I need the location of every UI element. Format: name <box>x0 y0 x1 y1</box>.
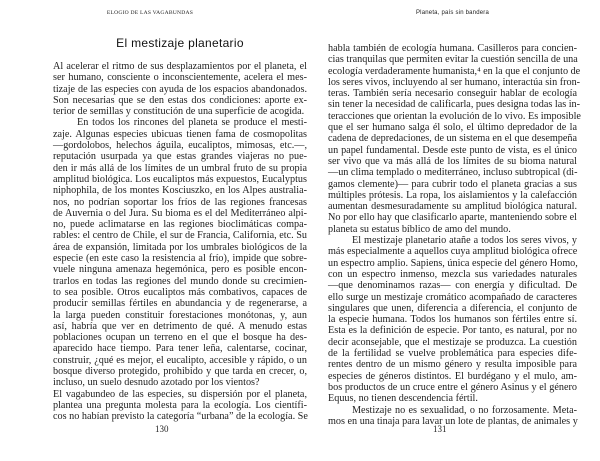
text-line: un papel fundamental. Desde este punto de vista, es el único <box>328 144 577 156</box>
chapter-title: El mestizaje planetario <box>116 36 244 50</box>
text-line: con un espectro inmenso, mezcla sus variedades naturales <box>328 268 577 280</box>
right-page <box>300 0 600 461</box>
text-line: amplitud biológica. Los eucaliptos más expuestos, Eucalyptus <box>53 173 307 185</box>
text-line: El vagabundeo de las especies, su dispersión por el planeta, <box>53 388 307 400</box>
text-line: ello surge un mestizaje cromático acompañado de caracteres <box>328 291 577 303</box>
text-line: decir aconsejable, que el mestizaje se produzca. La cuestión <box>328 336 577 348</box>
text-line: En todos los rincones del planeta se produce el mesti- <box>77 117 307 129</box>
text-line: teras. También sería necesario conseguir hablar de ecología <box>328 88 577 100</box>
text-line: bosque diverso protegido, prohibido y que tarda en crecer, o, <box>53 366 307 378</box>
text-line: terior de semillas y constitución de una superficie de acogida. <box>53 106 305 118</box>
text-line: no, puede aclimatarse en las regiones bioclimáticas compa- <box>53 219 307 231</box>
text-line: bos productos de un cruce entre el género Asinus y el género <box>328 381 577 393</box>
text-line: niphophila, de los montes Kosciuszko, en los Alpes australia- <box>53 185 307 197</box>
running-head: Planeta, país sin bandera <box>415 10 490 16</box>
body-text <box>53 61 307 423</box>
text-line: No por ello hay que clasificarlo aparte, manteniendo sobre el <box>328 212 577 224</box>
text-line: aumentan desmesuradamente su amplitud biológica natural. <box>328 201 577 213</box>
text-line: tizaje de las especies con ayuda de los espacios abandonados. <box>53 83 307 95</box>
text-line: más especialmente a aquellos cuya amplitud biológica ofrece <box>328 246 578 258</box>
text-line: cos no habían previsto la categoría “urbana” de la ecología. Se <box>53 411 308 423</box>
text-line: ecología verdaderamente humanista,⁴ en la que el conjunto de <box>328 65 581 77</box>
text-line: cadena de depredaciones, de un sistema en el que desempeña <box>328 133 577 145</box>
running-head: ELOGIO DE LAS VAGABUNDAS <box>106 10 194 16</box>
text-line: de la fertilidad se vuelve problemática para especies dife- <box>328 348 577 360</box>
text-line: vuele ninguna amenaza hegemónica, pero es posible encon- <box>53 264 307 276</box>
text-line: El mestizaje planetario atañe a todos los seres vivos, y <box>352 235 577 247</box>
text-line: planeta su estatus bíblico de amo del mundo. <box>328 223 511 235</box>
text-line: que el ser humano salga él solo, el último depredador de la <box>328 122 577 134</box>
text-line: construir, ¿qué es mejor, el eucalipto, accesible y rápido, o un <box>53 354 307 366</box>
text-line: un espectro amplio. Sapiens, única especie del género Homo, <box>328 257 578 269</box>
text-line: mos en una tinaja para lavar un lote de plantas, de animales y <box>328 415 578 427</box>
text-line: zaje. Algunas especies ubicuas tienen fama de cosmopolitas <box>53 128 307 140</box>
text-line: múltiples prótesis. La ropa, los aislamientos y la calefacción <box>328 189 577 201</box>
text-line: sin tener la necesidad de calificarla, pues designa todas las in- <box>328 99 581 111</box>
text-line: Esta es la definición de especie. Por tanto, es natural, por no <box>328 325 577 337</box>
text-line: la larga pueden constituir forestaciones monótonas, y, aun <box>53 309 307 321</box>
text-line: Equus, no tienen descendencia fértil. <box>328 393 478 405</box>
text-line: singulares que unen, diferencia a diferencia, el conjunto de <box>328 302 577 314</box>
text-line: teracciones que orientan la evolución de lo vivo. Es imposible <box>328 110 581 122</box>
text-line: habla también de ecología humana. Casilleros para concien- <box>328 43 577 54</box>
text-line: especies de géneros distintos. El burdégano y el mulo, am- <box>328 370 577 382</box>
text-line: producir semillas fértiles en abundancia y de regenerarse, a <box>53 298 307 310</box>
text-line: cias tranquilas que permiten evitar la cuestión sencilla de una <box>328 54 578 66</box>
text-line: poblaciones ocupan un terreno en el que el bosque ha des- <box>53 332 307 344</box>
text-line: Son necesarias que se den estas dos condiciones: aporte ex- <box>53 94 307 106</box>
text-line: especie (en este caso la resistencia al frío), impide que sobre- <box>53 253 307 265</box>
text-line: incluso, un suelo desnudo azotado por los vientos? <box>53 377 260 389</box>
body-text <box>328 43 581 427</box>
text-line: —que denominamos razas— con energía y dificultad. De <box>328 280 577 292</box>
text-line: aparecido hace tiempo. Para tener leña, calentarse, cocinar, <box>53 343 307 355</box>
text-line: trarlos en todas las regiones del mundo donde su crecimien- <box>53 275 307 287</box>
text-line: rentes dentro de un mismo género y resulta imposible para <box>328 359 577 371</box>
text-line: reputación usurpada ya que estas grandes viajeras no pue- <box>53 151 307 163</box>
text-line: den ir más allá de los límites de un umbral fruto de su propia <box>53 162 307 174</box>
page-number: 130 <box>155 424 169 434</box>
text-line: to sea posible. Otros eucaliptos más combativos, capaces de <box>53 286 307 298</box>
text-line: los seres vivos, incluyendo al ser humano, interactúa sin fron- <box>328 76 581 88</box>
text-line: de Auvernia o del Jura. Su bioma es el del Mediterráneo alpi- <box>53 207 307 219</box>
text-line: nos, no podrían soportar los fríos de las regiones francesas <box>53 196 307 208</box>
text-line: plantea una pregunta molesta para la ecología. Los científi- <box>53 399 307 411</box>
text-line: —un clima templado o mediterráneo, incluso subtropical (di- <box>328 167 578 179</box>
text-line: así, habría que ver en detrimento de qué. A menudo estas <box>53 320 307 332</box>
text-line: ser vivo que va más allá de los límites de su bioma natural <box>328 155 577 167</box>
text-line: rables: el centro de Chile, el sur de Francia, California, etc. Su <box>53 230 307 242</box>
text-line: área de expansión, limitada por los umbrales biológicos de la <box>53 241 307 253</box>
text-line: —gordolobos, helechos águila, eucaliptos, mimosas, etc.—, <box>53 140 307 152</box>
page-number: 131 <box>433 424 447 434</box>
text-line: gamos clemente)— para cubrir todo el planeta gracias a sus <box>328 178 577 190</box>
text-line: Al acelerar el ritmo de sus desplazamientos por el planeta, el <box>53 61 307 72</box>
text-line: la especie humana. Todos los humanos son fértiles entre sí. <box>328 314 577 326</box>
text-line: ser humano, consciente o inconscientemente, acelera el mes- <box>53 72 307 84</box>
text-line: Mestizaje no es sexualidad, o no forzosamente. Meta- <box>352 404 577 416</box>
